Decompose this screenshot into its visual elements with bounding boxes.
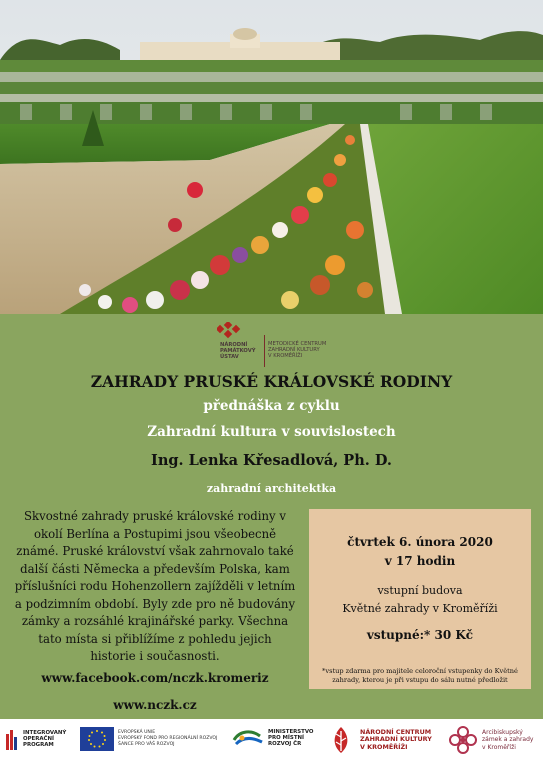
- event-date: čtvrtek 6. února 2020: [347, 535, 493, 549]
- eu-flag-icon: [80, 727, 114, 751]
- header-photo: [0, 0, 543, 314]
- npu-logo: [217, 322, 338, 367]
- nczk-leaf-icon: [328, 725, 354, 755]
- event-info-box: [309, 509, 531, 689]
- mc-logo-text: METODICKÉ CENTRUM ZAHRADNÍ KULTURY V KROMĚŘÍŽI: [268, 341, 327, 359]
- event-place-line1: vstupní budova: [377, 584, 463, 597]
- logo-divider: [264, 335, 265, 367]
- lecturer-name: Ing. Lenka Křesadlová, Ph. D.: [151, 452, 392, 469]
- iop-logo: INTEGROVANÝ OPERAČNÍ PROGRAM: [6, 728, 66, 750]
- nczk-logo: NÁRODNÍ CENTRUM ZAHRADNÍ KULTURY V KROMĚŘÍŽI: [328, 725, 432, 755]
- iop-bars-icon: [6, 728, 20, 750]
- azz-logo: Arcibiskupský zámek a zahrady v Kroměříži: [448, 725, 533, 755]
- mmr-logo: MINISTERSTVO PRO MÍSTNÍ ROZVOJ ČR: [232, 728, 314, 748]
- event-place-line2: Květné zahrady v Kroměříži: [342, 602, 498, 615]
- website-link[interactable]: www.nczk.cz: [113, 698, 197, 712]
- event-title: ZAHRADY PRUSKÉ KRÁLOVSKÉ RODINY: [90, 372, 453, 391]
- mmr-swirl-icon: [232, 728, 264, 748]
- azz-flower-icon: [448, 725, 478, 755]
- npu-mark-icon: [217, 322, 245, 342]
- price-footnote: *vstup zdarma pro majitele celoroční vstupenky do Květné zahrady, kterou je při vstupu do sálu nutné předložit: [322, 667, 518, 684]
- event-time: v 17 hodin: [384, 554, 456, 568]
- lecturer-role: zahradní architektka: [206, 482, 337, 495]
- sponsor-footer: [0, 719, 543, 768]
- npu-logo-text: NÁRODNÍ PAMÁTKOVÝ ÚSTAV: [220, 342, 256, 360]
- series-label: přednáška z cyklu: [203, 398, 340, 414]
- facebook-link[interactable]: www.facebook.com/nczk.kromeriz: [41, 671, 269, 685]
- series-name: Zahradní kultura v souvislostech: [147, 424, 396, 440]
- eu-logo: EVROPSKÁ UNIE EVROPSKÝ FOND PRO REGIONÁLNÍ ROZVOJ ŠANCE PRO VÁŠ ROZVOJ: [80, 727, 217, 751]
- event-description: Skvostné zahrady pruské královské rodiny v okolí Berlína a Postupimi jsou všeobecně známé. Pruské království však zahrnovalo také další části Německa a především Polska, kam příslušníci rodu Hohenzollern zajížděli v letním a podzimním období. Byly zde pro ně budovány zámky a rozsáhlé krajinářské parky. Všechna tato místa si přiblížíme z pohledu jejich historie i současnosti.: [14, 509, 296, 663]
- event-price: vstupné:* 30 Kč: [366, 628, 474, 642]
